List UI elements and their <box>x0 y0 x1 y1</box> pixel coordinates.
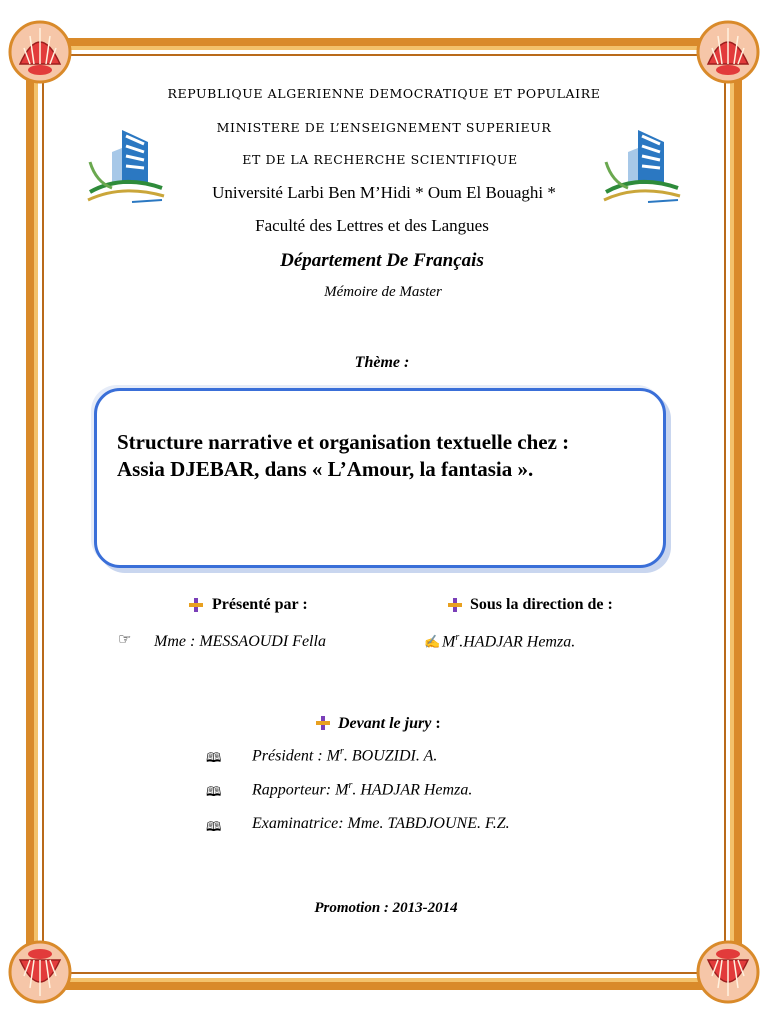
presented-by-label: Présenté par : <box>212 596 308 613</box>
corner-shell-ornament <box>690 934 766 1010</box>
direction-label: Sous la direction de : <box>470 596 613 613</box>
cross-bullet-icon <box>316 716 330 730</box>
department-name: Département De Français <box>280 250 484 271</box>
theme-title-line2: Assia DJEBAR, dans « L’Amour, la fantasia ». <box>117 457 534 481</box>
theme-label: Thème : <box>354 354 410 371</box>
promotion-year: Promotion : 2013-2014 <box>314 900 458 916</box>
book-icon: 🕮 <box>206 819 222 834</box>
corner-shell-ornament <box>2 934 78 1010</box>
ministry-heading-line2: ET DE LA RECHERCHE SCIENTIFIQUE <box>242 152 518 167</box>
ministry-heading: MINISTERE DE L’ENSEIGNEMENT SUPERIEUR <box>216 120 552 135</box>
jury-member: Rapporteur: $M^r$. HADJAR Hemza. <box>252 780 473 799</box>
university-name: Université Larbi Ben M’Hidi * Oum El Bouaghi * <box>212 183 556 202</box>
jury-label: Devant le jury : <box>338 715 441 732</box>
memoir-type: Mémoire de Master <box>324 284 442 300</box>
corner-shell-ornament <box>690 14 766 90</box>
director-name: $M^r.HADJAR$ Hemza. <box>442 632 576 651</box>
faculty-name: Faculté des Lettres et des Langues <box>255 216 489 235</box>
book-icon: 🕮 <box>206 750 222 765</box>
presenter-name: Mme : MESSAOUDI Fella <box>154 633 326 650</box>
cross-bullet-icon <box>448 598 462 612</box>
theme-title <box>117 429 657 483</box>
corner-shell-ornament <box>2 14 78 90</box>
writing-hand-icon: ✍ <box>424 634 441 649</box>
book-icon: 🕮 <box>206 784 222 799</box>
republic-heading: REPUBLIQUE ALGERIENNE DEMOCRATIQUE ET POPULAIRE <box>167 86 601 101</box>
theme-title-box <box>94 388 666 568</box>
theme-title-line1: Structure narrative et organisation textuelle chez : <box>117 430 570 454</box>
jury-member: Examinatrice: Mme. TABDJOUNE. F.Z. <box>252 815 510 832</box>
pointing-hand-icon: ☞ <box>118 632 132 648</box>
jury-member: Président : $M^r$. BOUZIDI. A. <box>252 746 438 765</box>
cross-bullet-icon <box>189 598 203 612</box>
